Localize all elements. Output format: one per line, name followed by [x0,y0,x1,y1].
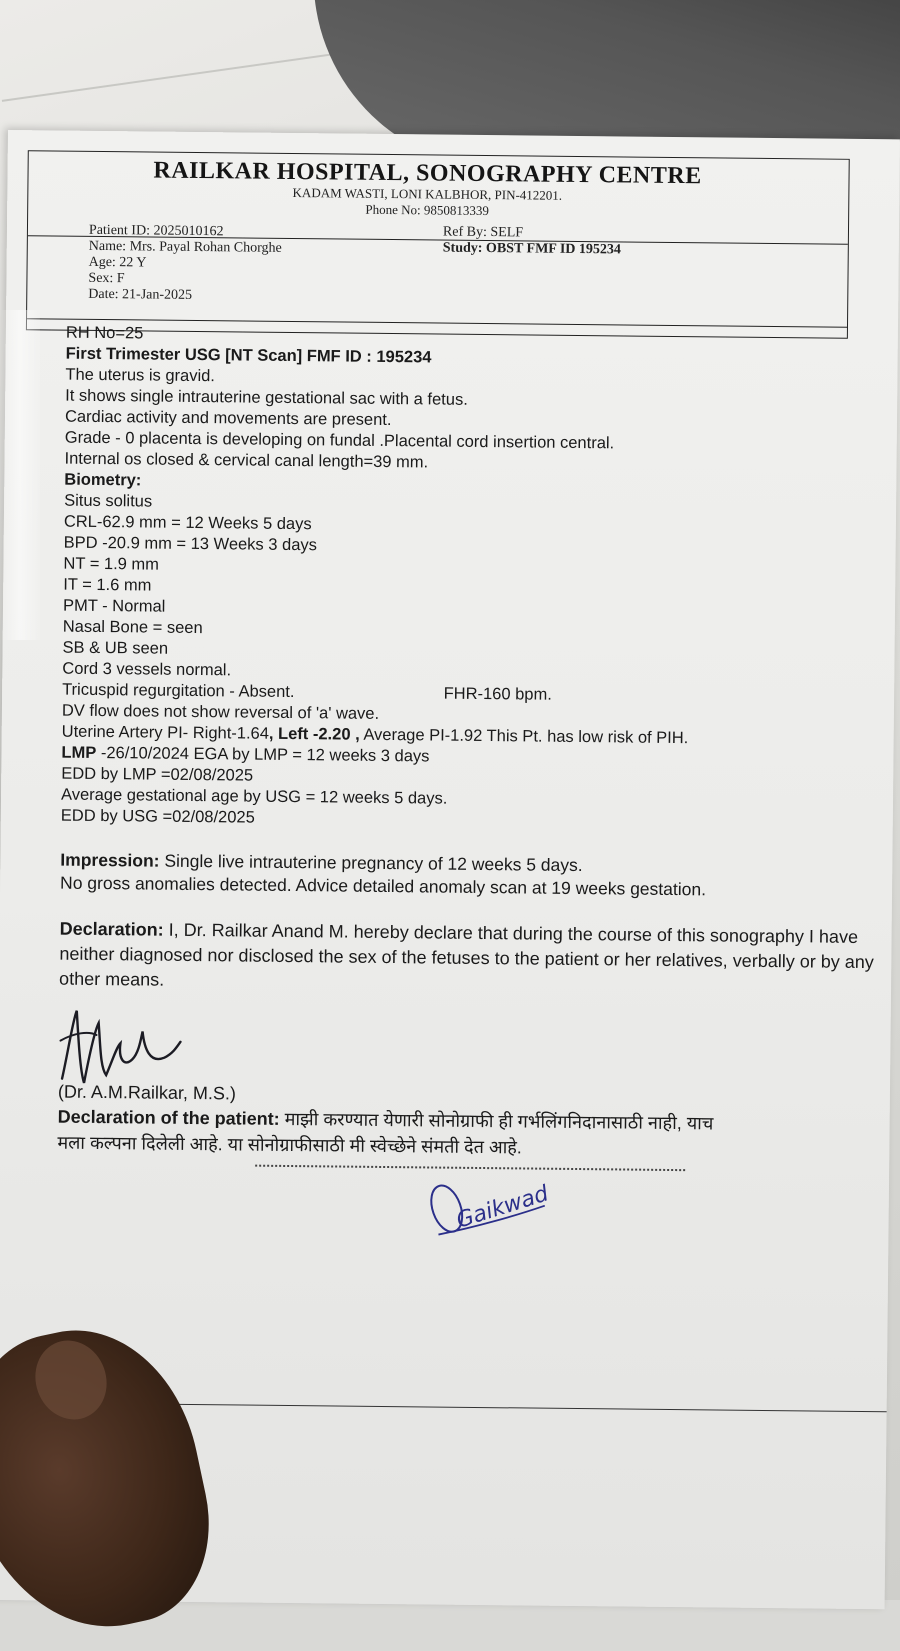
report-heading: First Trimester USG [NT Scan] FMF ID : 195234 [65,344,432,367]
uterine-average: Average PI-1.92 This Pt. has low risk of PIH. [359,725,689,748]
impression-text: Single live intrauterine pregnancy of 12 weeks 5 days. [159,850,583,876]
finding-line: Grade - 0 placenta is developing on fundal .Placental cord insertion central. [64,428,615,453]
patient-id: Patient ID: 2025010162 [88,222,224,240]
dv-flow: DV flow does not show reversal of 'a' wave. [61,701,380,723]
uterine-left: , Left -2.20 , [268,724,360,744]
report-date: Date: 21-Jan-2025 [88,286,193,303]
biometry-line: IT = 1.6 mm [63,575,152,595]
patient-signature [416,1174,557,1245]
hospital-name: RAILKAR HOSPITAL, SONOGRAPHY CENTRE [153,157,702,190]
biometry-list [62,491,884,689]
paper-clip-glare [0,310,40,640]
tricuspid-text: Tricuspid regurgitation - Absent. [62,680,295,702]
uterine-right: Uterine Artery PI- Right-1.64 [61,722,270,743]
impression-line-2: No gross anomalies detected. Advice detailed anomaly scan at 19 weeks gestation. [60,872,707,900]
patient-declaration-text: माझी करण्यात येणारी सोनोग्राफी ही गर्भलिंगनिदानासाठी नाही, याच [279,1108,714,1134]
patient-name: Name: Mrs. Payal Rohan Chorghe [88,238,282,256]
patient-info [88,223,282,305]
avg-gestational-age: Average gestational age by USG = 12 weeks 5 days. [60,785,448,808]
biometry-line: Nasal Bone = seen [62,617,203,638]
finding-line: It shows single intrauterine gestational sac with a fetus. [65,386,468,409]
biometry-line: Cord 3 vessels normal. [62,659,232,680]
finding-line: The uterus is gravid. [65,365,216,386]
doctor-signature [54,1001,185,1092]
study-name: Study: OBST FMF ID 195234 [442,240,621,258]
doctor-name: (Dr. A.M.Railkar, M.S.) [57,1081,237,1104]
fhr-text: FHR-160 bpm. [443,684,552,704]
declaration-label: Declaration: [59,918,164,940]
referral-info [443,225,621,259]
biometry-label: Biometry: [64,470,142,490]
finding-line: Cardiac activity and movements are present. [64,407,392,430]
signature-text: Gaikwad [453,1181,552,1234]
ref-by: Ref By: SELF [442,224,524,241]
doctor-declaration [59,917,890,1001]
patient-declaration-line-2: मला कल्पना दिलेली आहे. या सोनोग्राफीसाठी मी स्वेच्छेने संमती देत आहे. [57,1132,522,1158]
lmp-value: -26/10/2024 EGA by LMP = 12 weeks 3 days [96,743,430,766]
patient-age: Age: 22 Y [88,254,147,271]
biometry-line: BPD -20.9 mm = 13 Weeks 3 days [63,533,318,555]
lmp-label: LMP [61,743,97,762]
biometry-line: PMT - Normal [62,596,166,616]
declaration-text: I, Dr. Railkar Anand M. hereby declare that during the course of this sonography I have neither diagnosed nor disclosed the sex of the fetuses to the patient or her relatives, verbally or by any other means. [59,919,874,990]
biometry-line: NT = 1.9 mm [63,554,160,574]
hospital-phone: Phone No: 9850813339 [365,201,490,219]
biometry-line: SB & UB seen [62,638,169,658]
rh-number: RH No=25 [65,323,144,343]
impression-label: Impression: [60,849,160,871]
biometry-line: Situs solitus [64,491,153,511]
findings-list [64,365,885,479]
biometry-line: CRL-62.9 mm = 12 Weeks 5 days [63,512,312,534]
edd-usg: EDD by USG =02/08/2025 [60,806,255,827]
hospital-address: KADAM WASTI, LONI KALBHOR, PIN-412201. [292,184,563,203]
signature-line [255,1165,685,1172]
patient-declaration-label: Declaration of the patient: [57,1106,280,1129]
patient-sex: Sex: F [88,270,125,287]
finding-line: Internal os closed & cervical canal length=39 mm. [64,449,429,472]
edd-lmp: EDD by LMP =02/08/2025 [61,764,254,785]
